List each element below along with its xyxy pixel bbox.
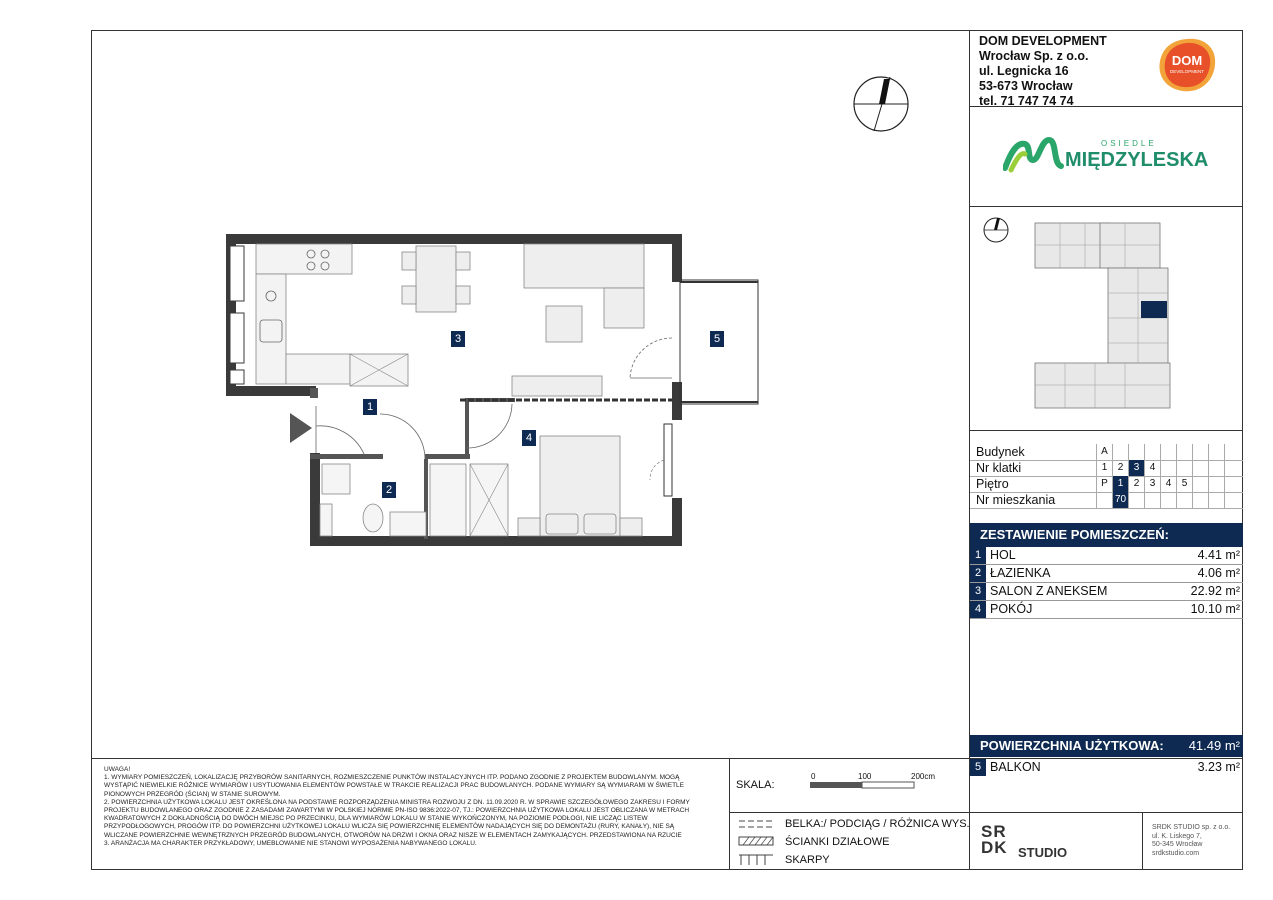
balcony-row [970,759,1243,776]
grid-cell [1176,444,1192,460]
note-line: PIONOWYCH PRZEGRÓD (ŚCIAN) W STANIE SUROWYM. [104,790,281,798]
grid-cell [1160,444,1176,460]
rooms-header: ZESTAWIENIE POMIESZCZEŃ: [970,523,1243,547]
staircase-cell-4: 4 [1144,460,1160,476]
building-row [970,444,1243,461]
grid-cell [1144,492,1160,508]
room-row [970,601,1243,619]
scale-bar [810,781,920,789]
legend-partition: ŚCIANKI DZIAŁOWE [785,836,890,848]
room-number: 5 [970,759,986,776]
estate-small: OSIEDLE [1101,139,1157,148]
note-line: WYSTĄPIĆ NIEWIELKIE RÓŻNICE WYMIARÓW I USYTUOWANIA ELEMENTÓW POWSTAŁE W TRAKCIE REALIZACJI PRAC BUDOWLANYCH. PODANE WYMIARY SĄ WYMIARAMI W ŚWIETLE [104,782,685,790]
floor-cell-1-selected: 1 [1112,476,1128,492]
room-name: HOL [990,548,1016,562]
room-row [970,565,1243,583]
total-area-value: 41.49 m² [1188,738,1240,753]
grid-cell [1160,492,1176,508]
notes [104,766,724,848]
room-area: 10.10 m² [1190,602,1240,616]
apartment-label: Nr mieszkania [976,493,1056,507]
company-name: DOM DEVELOPMENT [979,34,1107,48]
grid-cell [1144,444,1160,460]
grid-cell [1192,476,1208,492]
note-line: WLICZANE POWIERZCHNIE WEWNĘTRZNYCH PRZEGRÓD BUDOWLANYCH, OTWORÓW NA DRZWI I OKNA ORAZ NISZE W ELEMENTACH ZAMYKAJĄCYCH. PRZEDSTAWIONA NA RZUCIE [104,831,682,839]
building-label: Budynek [976,445,1025,459]
grid-cell [1176,460,1192,476]
company-line2: Wrocław Sp. z o.o. [979,49,1089,63]
room-row [970,583,1243,601]
company-street: ul. Legnicka 16 [979,64,1069,78]
apartment-row [970,492,1243,509]
scale-tick-200: 200cm [911,772,936,781]
grid-cell [1096,492,1112,508]
floor-cell-5: 5 [1176,476,1192,492]
scale-label: SKALA: [736,779,775,791]
grid-cell [1192,492,1208,508]
divider [729,812,970,813]
note-line: PROJEKTU BUDOWLANEGO ORAZ ZGODNIE Z ZASADAMI ZAWARTYMI W POLSKIEJ NORMIE PN-ISO 9836:2022-07, TJ.: POWIERZCHNIA UŻYTKOWA LOKALU JEST OBLICZANA W METRACH [104,807,690,815]
company-phone: tel. 71 747 74 74 [979,94,1074,108]
staircase-cell-1: 1 [1096,460,1112,476]
staircase-label: Nr klatki [976,461,1022,475]
room-area: 4.06 m² [1197,566,1240,580]
floor-cell-2: 2 [1128,476,1144,492]
grid-cell [1224,476,1240,492]
legend-icons [737,819,777,867]
grid-cell [1160,460,1176,476]
divider [969,206,1243,207]
floor-cell-4: 4 [1160,476,1176,492]
room-name: ŁAZIENKA [990,566,1051,580]
divider [729,758,730,870]
note-line: 2. POWIERZCHNIA UŻYTKOWA LOKALU JEST OKREŚLONA NA PODSTAWIE ROZPORZĄDZENIA MINISTRA ROZWOJU Z DN. 11.09.2020 R. W SPRAWIE SZCZEGÓŁOWEGO ZAKRESU I FORMY [104,798,690,806]
room-number: 4 [970,601,986,618]
company-info [979,34,1107,109]
logo-text-bottom: DEVELOPMENT [1169,69,1205,74]
grid-cell [1128,444,1144,460]
grid-cell [1224,492,1240,508]
srdk-logo [981,824,1008,856]
logo-text-top: DOM [1171,53,1203,68]
building-keyplan [980,213,1195,418]
grid-cell [1208,460,1224,476]
north-arrow-icon [852,75,912,133]
scale-tick-0: 0 [811,772,816,781]
note-line: 1. WYMIARY POMIESZCZEŃ, LOKALIZACJĘ PRZYBORÓW SANITARNYCH, ROZMIESZCZENIE PUNKTÓW INSTALACYJNYCH ITP. PODANO ZGODNIE Z PROJEKTEM BUDOWLANYM. MOGĄ [104,774,680,782]
grid-cell [1208,444,1224,460]
grid-cell [1224,444,1240,460]
scale-tick-100: 100 [858,772,872,781]
room-name: BALKON [990,760,1041,774]
room-name: SALON Z ANEKSEM [990,584,1108,598]
note-line: KWADRATOWYCH Z DOKŁADNOŚCIĄ DO DWÓCH MIEJSC PO PRZECINKU, DLA WYMIARÓW LOKALU W STANIE WYKOŃCZONYM, NA POZIOMIE PODŁOGI, NIE LICZĄC LISTEW [104,815,648,823]
plan-label-1: 1 [363,399,377,415]
building-cell-a: A [1096,444,1112,460]
staircase-row [970,460,1243,477]
plan-label-3: 3 [451,331,465,347]
divider [969,430,1243,431]
legend-slope: SKARPY [785,854,830,866]
grid-cell [1224,460,1240,476]
staircase-cell-2: 2 [1112,460,1128,476]
notes-title: UWAGA! [104,766,131,773]
total-area-row [970,735,1243,757]
total-area-label: POWIERZCHNIA UŻYTKOWA: [980,738,1164,753]
divider [969,812,1243,813]
room-number: 2 [970,565,986,582]
grid-cell [1112,444,1128,460]
dom-development-logo [1157,37,1217,93]
room-number: 1 [970,547,986,564]
legend-beam: BELKA:/ PODCIĄG / RÓŻNICA WYS. [785,818,970,830]
room-name: POKÓJ [990,602,1033,616]
osiedle-logo [1003,134,1213,174]
studio-info-line: SRDK STUDIO sp. z o.o. [1152,824,1231,831]
room-area: 3.23 m² [1197,760,1240,774]
grid-cell [1208,476,1224,492]
grid-cell [1128,492,1144,508]
floor-row [970,476,1243,493]
company-city: 53-673 Wrocław [979,79,1073,93]
room-row [970,547,1243,565]
plan-label-4: 4 [522,430,536,446]
room-area: 22.92 m² [1190,584,1240,598]
studio-info-line: 50-345 Wrocław [1152,841,1203,848]
srdk-logo-top: SR [981,822,1007,841]
apartment-number: 70 [1112,492,1128,508]
estate-name: MIĘDZYLESKA [1065,149,1209,171]
staircase-cell-3-selected: 3 [1128,460,1144,476]
srdk-logo-word: STUDIO [1018,845,1068,860]
grid-cell [1192,460,1208,476]
note-line: PRZYPODŁOGOWYCH, PROGÓW ITP. DO POWIERZCHNI UŻYTKOWEJ LOKALU WLICZA SIĘ POWIERZCHNIĘ ELEMENTÓW NADAJĄCYCH SIĘ DO DEMONTAŻU (RURY, KANAŁY), NIE SĄ [104,823,675,831]
floor-cell-3: 3 [1144,476,1160,492]
studio-info [1152,824,1230,858]
studio-info-line: srdkstudio.com [1152,849,1200,857]
room-number: 3 [970,583,986,600]
floor-plan [220,228,765,553]
plan-label-2: 2 [382,482,396,498]
studio-info-line: ul. K. Liskego 7, [1152,832,1202,840]
grid-cell [1208,492,1224,508]
floor-label: Piętro [976,477,1009,491]
grid-cell [1192,444,1208,460]
plan-label-5: 5 [710,331,724,347]
note-line: 3. ARANŻACJA MA CHARAKTER PRZYKŁADOWY, UMEBLOWANIE NIE STANOWI WYPOSAŻENIA NABYWANEGO LOKALU. [104,839,477,847]
room-area: 4.41 m² [1197,548,1240,562]
divider [1142,812,1143,870]
grid-cell [1176,492,1192,508]
srdk-logo-bottom: DK [981,838,1008,857]
floor-cell-p: P [1096,476,1112,492]
